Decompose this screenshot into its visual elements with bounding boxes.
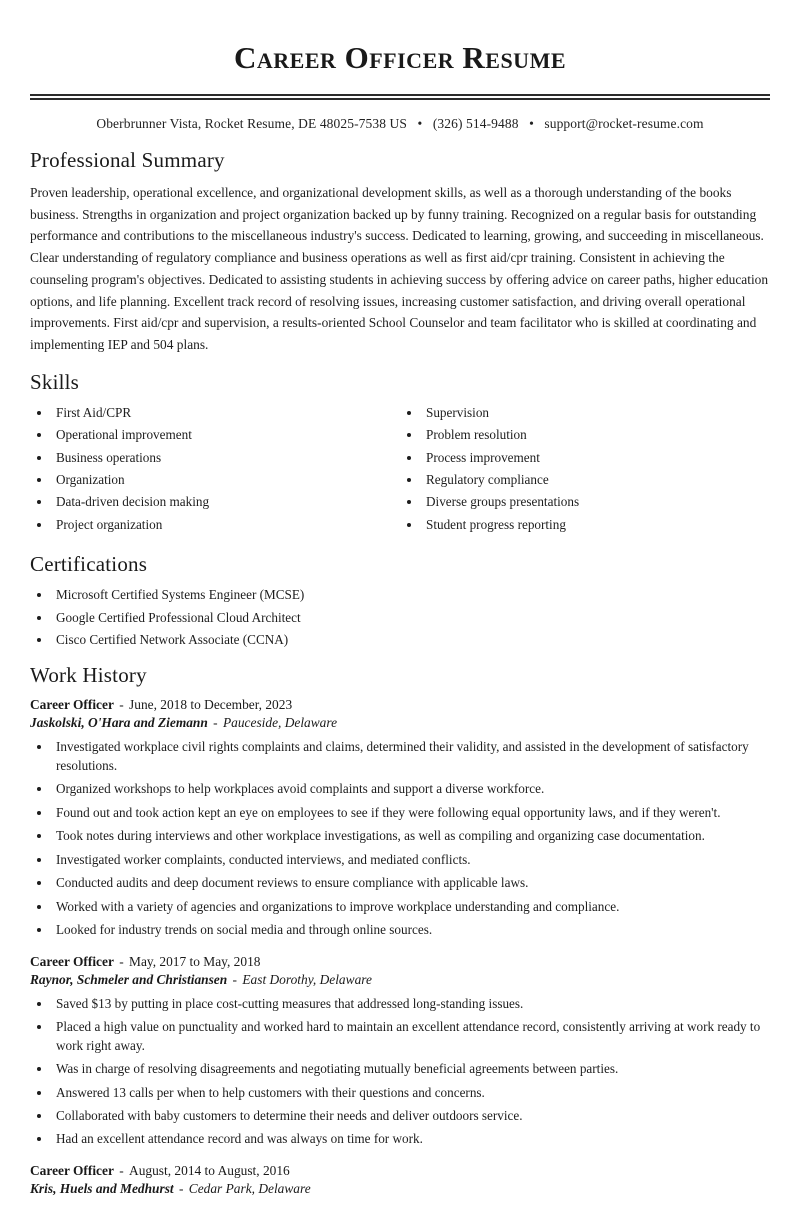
job-title-row <box>30 1163 770 1179</box>
job-separator: - <box>115 953 128 969</box>
certifications-list <box>30 586 770 649</box>
contact-address: Oberbrunner Vista, Rocket Resume, DE 48025-7538 US <box>96 116 408 131</box>
list-item: • Project organization <box>52 516 400 534</box>
list-item: • Google Certified Professional Cloud Architect <box>52 609 770 627</box>
section-heading-skills: Skills <box>30 369 80 394</box>
list-item: • Looked for industry trends on social media and through online sources. <box>52 921 770 939</box>
job-title-row <box>30 954 770 970</box>
contact-separator-2: • <box>529 116 534 131</box>
list-item: • Student progress reporting <box>422 516 770 534</box>
skills-columns <box>30 404 770 539</box>
contact-email: support@rocket-resume.com <box>544 116 704 131</box>
job-company: Kris, Huels and Medhurst <box>30 1180 174 1196</box>
job-location: Pauceside, Delaware <box>222 715 338 731</box>
job-separator: - <box>175 1180 187 1196</box>
work-history-entry <box>30 697 770 939</box>
list-item: • Process improvement <box>422 449 770 467</box>
job-separator: - <box>115 1162 128 1178</box>
job-separator: - <box>209 715 221 731</box>
job-separator: - <box>115 697 128 713</box>
list-item: • Answered 13 calls per when to help customers with their questions and concerns. <box>52 1084 770 1102</box>
list-item: • First Aid/CPR <box>52 404 400 422</box>
list-item: • Collaborated with baby customers to determine their needs and deliver outdoors service. <box>52 1107 770 1125</box>
section-skills <box>30 370 770 539</box>
list-item: • Regulatory compliance <box>422 471 770 489</box>
section-professional-summary <box>30 148 770 356</box>
list-item: • Conducted audits and deep document reviews to ensure compliance with applicable laws. <box>52 874 770 892</box>
list-item: • Organization <box>52 471 400 489</box>
list-item: • Organized workshops to help workplaces avoid complaints and support a diverse workforce. <box>52 780 770 798</box>
list-item: • Worked with a variety of agencies and organizations to improve workplace understanding and compliance. <box>52 898 770 916</box>
list-item: • Supervision <box>422 404 770 422</box>
list-item: • Took notes during interviews and other workplace investigations, as well as compiling and organizing case documentation. <box>52 827 770 845</box>
job-company: Raynor, Schmeler and Christiansen <box>30 971 228 987</box>
section-work-history <box>30 663 770 1197</box>
page-title: Career Officer Resume <box>233 40 567 75</box>
job-company-row <box>30 972 770 988</box>
section-certifications <box>30 552 770 649</box>
list-item: • Data-driven decision making <box>52 493 400 511</box>
list-item: • Had an excellent attendance record and was always on time for work. <box>52 1130 770 1148</box>
job-company-row <box>30 715 770 731</box>
list-item: • Placed a high value on punctuality and worked hard to maintain an excellent attendance record, consistently arriving at work ready to work right away. <box>52 1018 770 1055</box>
job-company: Jaskolski, O'Hara and Ziemann <box>30 715 208 731</box>
contact-phone: (326) 514-9488 <box>432 116 519 131</box>
skills-list-left <box>30 404 400 534</box>
job-title: Career Officer <box>30 1162 114 1178</box>
job-title: Career Officer <box>30 953 114 969</box>
list-item: • Problem resolution <box>422 426 770 444</box>
contact-separator-1: • <box>417 116 423 131</box>
job-dates: August, 2014 to August, 2016 <box>129 1162 290 1178</box>
job-location: Cedar Park, Delaware <box>188 1180 311 1196</box>
work-history-entry <box>30 954 770 1149</box>
list-item: • Diverse groups presentations <box>422 493 770 511</box>
list-item: • Was in charge of resolving disagreements and negotiating mutually beneficial agreements between parties. <box>52 1060 770 1078</box>
job-dates: May, 2017 to May, 2018 <box>129 953 261 969</box>
job-bullets <box>30 738 770 939</box>
job-separator: - <box>229 971 241 987</box>
list-item: • Investigated workplace civil rights complaints and claims, determined their validity, and assisted in the development of satisfactory resolutions. <box>52 738 770 775</box>
section-heading-work-history: Work History <box>30 663 147 688</box>
skills-column-right <box>400 404 770 539</box>
list-item: • Saved $13 by putting in place cost-cutting measures that addressed long-standing issues. <box>52 995 770 1013</box>
list-item: • Business operations <box>52 449 400 467</box>
skills-column-left <box>30 404 400 539</box>
list-item: • Cisco Certified Network Associate (CCNA) <box>52 631 770 649</box>
job-bullets <box>30 995 770 1149</box>
skills-list-right <box>400 404 770 534</box>
job-title: Career Officer <box>30 697 114 713</box>
list-item: • Microsoft Certified Systems Engineer (MCSE) <box>52 586 770 604</box>
job-location: East Dorothy, Delaware <box>242 971 372 987</box>
summary-text: Proven leadership, operational excellence, and organizational development skills, as well as a thorough understanding of the books business. Strengths in organization and project organization backed up by funny training. Recognized on a regular basis for outstanding performance and contributions to the miscellaneous industry's success. Dedicated to learning, growing, and succeeding in miscellaneous. Clear understanding of regulatory compliance and business operations as well as first aid/cpr training. Consistent in achieving the counseling program's objectives. Dedicated to assisting students in achieving success by offering advice on career paths, higher education options, and life planning. Excellent track record of resolving issues, increasing customer satisfaction, and driving overall operational improvements. First aid/cpr and supervision, a results-oriented School Counselor and team facilitator who is skilled at coordinating and implementing IEP and 504 plans. <box>30 185 769 352</box>
list-item: • Investigated worker complaints, conducted interviews, and mediated conflicts. <box>52 851 770 869</box>
contact-line <box>30 100 770 134</box>
section-heading-certifications: Certifications <box>30 552 148 577</box>
section-heading-summary: Professional Summary <box>30 148 225 172</box>
job-company-row <box>30 1181 770 1197</box>
work-history-entry <box>30 1163 770 1197</box>
job-title-row <box>30 697 770 713</box>
list-item: • Found out and took action kept an eye on employees to see if they were following equal opportunity laws, and if they weren't. <box>52 804 770 822</box>
job-dates: June, 2018 to December, 2023 <box>129 697 293 713</box>
list-item: • Operational improvement <box>52 426 400 444</box>
